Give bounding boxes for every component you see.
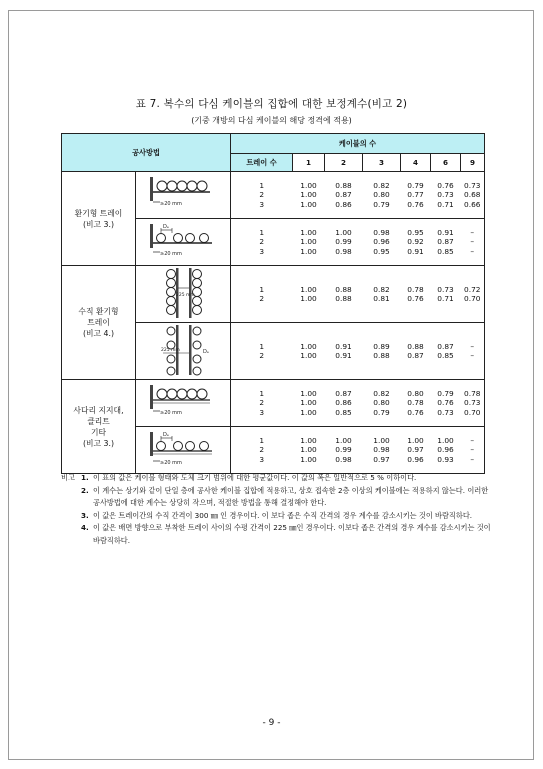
note-text: 이 값은 배면 방향으로 부착한 트레이 사이의 수평 간격이 225 ㎜인 경우이다. 이보다 좁은 간격의 경우 계수를 감소시키는 것이 바람직하다. — [93, 523, 491, 545]
factor-cell: 1.00 1.00 1.00 — [293, 427, 325, 474]
factor-cell: 0.82 0.80 0.79 — [363, 172, 401, 219]
factor-cell: 1.00 1.00 1.00 — [293, 219, 325, 266]
note-number: 1. — [81, 473, 89, 482]
method-line: (비고 4.) — [82, 329, 115, 338]
note-number: 4. — [81, 523, 89, 532]
diameter-label: Dₑ — [163, 224, 169, 230]
note-text: 이 표의 값은 케이블 형태와 도체 크기 범위에 대한 평균값이다. 이 값의 폭은 일반적으로 5 % 이하이다. — [93, 473, 417, 482]
factor-cell: 0.88 0.88 — [325, 266, 363, 323]
method-line: (비고 3.) — [82, 219, 115, 229]
factor-cell: 0.88 0.87 — [401, 323, 431, 380]
header-cable-6: 6 — [431, 154, 461, 172]
method-cell-vertical-tray — [62, 266, 136, 380]
diagram-ladder-touching — [136, 380, 231, 427]
method-cell-ventilated-tray — [62, 172, 136, 266]
factor-cell: – – – — [461, 427, 485, 474]
factor-cell: 0.95 0.92 0.91 — [401, 219, 431, 266]
note-item — [61, 485, 491, 510]
note-number: 2. — [81, 485, 89, 495]
factor-cell: 1.00 0.99 0.98 — [325, 219, 363, 266]
table-row — [62, 266, 485, 323]
factor-cell: 0.88 0.87 0.86 — [325, 172, 363, 219]
tray-count-cell: 1 2 3 — [231, 380, 293, 427]
factor-cell: 1.00 0.98 0.97 — [363, 427, 401, 474]
spacing-label: ≥20 mm — [160, 460, 182, 466]
table-row — [62, 172, 485, 219]
factor-cell: 1.00 1.00 — [293, 266, 325, 323]
factor-cell: 0.78 0.76 — [401, 266, 431, 323]
diameter-label: Dₑ — [163, 432, 169, 438]
factor-cell: 1.00 0.99 0.98 — [325, 427, 363, 474]
page-number: - 9 - — [262, 718, 281, 728]
diagram-spaced-cables-tray — [136, 219, 231, 266]
header-cable-count: 케이블의 수 — [231, 134, 485, 154]
table-subtitle: (기중 개방의 다심 케이블의 해당 정격에 적용) — [191, 116, 352, 125]
table-row — [62, 380, 485, 427]
factor-cell: 1.00 1.00 1.00 — [293, 380, 325, 427]
factor-cell: 1.00 0.96 0.93 — [431, 427, 461, 474]
header-method: 공사방법 — [62, 134, 231, 172]
factor-cell: 0.73 0.68 0.66 — [461, 172, 485, 219]
diagram-touching-cables-tray — [136, 172, 231, 219]
factor-cell: 0.79 0.77 0.76 — [401, 172, 431, 219]
note-text: 이 계수는 상기와 같이 단일 층에 공사한 케이블 집합에 적용하고, 상호 접속한 2층 이상의 케이블에는 적용하지 않는다. 이러한 공사방법에 대한 계수는 상당히 작으며, 적절한 방법을 통해 결정해야 한다. — [93, 485, 489, 507]
note-number: 3. — [81, 510, 89, 520]
factor-cell: – – — [461, 323, 485, 380]
correction-factor-table — [61, 133, 485, 474]
factor-cell: 0.98 0.96 0.95 — [363, 219, 401, 266]
diagram-vertical-touching — [136, 266, 231, 323]
header-cable-1: 1 — [293, 154, 325, 172]
method-line: 클리트 — [87, 416, 110, 426]
factor-cell: 0.87 0.86 0.85 — [325, 380, 363, 427]
tray-count-cell: 1 2 — [231, 323, 293, 380]
method-line: 트레이 — [87, 318, 110, 327]
header-cable-9: 9 — [461, 154, 485, 172]
spacing-label: ≥20 mm — [160, 410, 182, 416]
diagram-vertical-spaced — [136, 323, 231, 380]
header-cable-3: 3 — [363, 154, 401, 172]
factor-cell: 0.82 0.81 — [363, 266, 401, 323]
factor-cell: 0.78 0.73 0.70 — [461, 380, 485, 427]
header-cable-2: 2 — [325, 154, 363, 172]
note-item — [61, 522, 491, 547]
method-line: 환기형 트레이 — [74, 208, 123, 218]
spacing-label: ≥20 mm — [160, 201, 182, 207]
factor-cell: 0.89 0.88 — [363, 323, 401, 380]
factor-cell: 0.91 0.87 0.85 — [431, 219, 461, 266]
factor-cell: 1.00 1.00 — [293, 323, 325, 380]
note-item — [61, 510, 491, 523]
diameter-label: Dₑ — [203, 349, 209, 355]
method-line: 사다리 지지대, — [73, 405, 124, 415]
method-line: 수직 환기형 — [78, 307, 119, 316]
note-item — [61, 472, 491, 485]
tray-count-cell: 1 2 3 — [231, 427, 293, 474]
factor-cell: – – – — [461, 219, 485, 266]
factor-cell: 0.73 0.71 — [431, 266, 461, 323]
spacing-label: 225 mm — [161, 348, 180, 353]
factor-cell: 0.80 0.78 0.76 — [401, 380, 431, 427]
factor-cell: 0.87 0.85 — [431, 323, 461, 380]
diagram-ladder-spaced — [136, 427, 231, 474]
factor-cell: 0.76 0.73 0.71 — [431, 172, 461, 219]
factor-cell: 0.79 0.76 0.73 — [431, 380, 461, 427]
factor-cell: 1.00 0.97 0.96 — [401, 427, 431, 474]
header-cable-4: 4 — [401, 154, 431, 172]
notes-section — [61, 472, 491, 547]
method-line: (비고 3.) — [82, 438, 115, 448]
factor-cell: 0.91 0.91 — [325, 323, 363, 380]
method-cell-ladder-support — [62, 380, 136, 474]
tray-count-cell: 1 2 3 — [231, 172, 293, 219]
method-line: 기타 — [90, 427, 107, 437]
note-text: 이 값은 트레이간의 수직 간격이 300 ㎜ 인 경우이다. 이 보다 좁은 수직 간격의 경우 계수를 감소시키는 것이 바람직하다. — [93, 510, 473, 520]
factor-cell: 1.00 1.00 1.00 — [293, 172, 325, 219]
spacing-label: 225 mm — [176, 293, 195, 298]
factor-cell: 0.82 0.80 0.79 — [363, 380, 401, 427]
tray-count-cell: 1 2 — [231, 266, 293, 323]
factor-cell: 0.72 0.70 — [461, 266, 485, 323]
table-title: 표 7. 복수의 다심 케이블의 집합에 대한 보정계수(비고 2) — [135, 98, 408, 110]
header-tray-count: 트레이 수 — [231, 154, 293, 172]
notes-lead: 비고 — [61, 473, 75, 482]
spacing-label: ≥20 mm — [160, 251, 182, 257]
tray-count-cell: 1 2 3 — [231, 219, 293, 266]
